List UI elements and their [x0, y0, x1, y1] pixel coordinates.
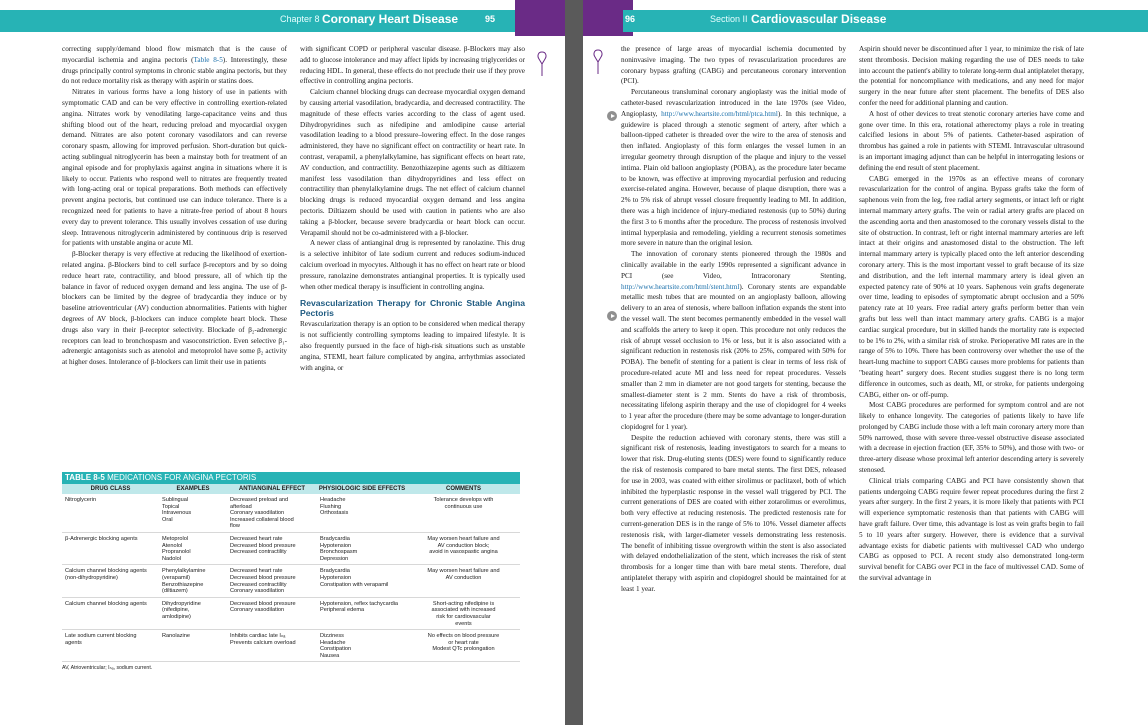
paragraph: Aspirin should never be discontinued after 1 year, to minimize the risk of late stent thrombosis. Decision making regarding the use of DES needs to take into account the patient's ability to tolerate long-term dual antiplatelet therapy, the potential for noncompliance with medications, and any need for major surgery in the near future after stent placement. The benefits of DES also confer the need for additional planning and caution.	[859, 45, 1084, 107]
table-header-row	[62, 484, 520, 494]
right-column-2	[859, 44, 1084, 584]
paragraph: Clinical trials comparing CABG and PCI have consistently shown that patients undergoing CABG require fewer repeat procedures during the first 2 years after surgery. In the first 2 years, it is more likely that patients with PCI will experience symptomatic restenosis than that patients with CABG will have graft failure. Over time, this advantage is lost as vein grafts begin to fail 5 to 10 years after surgery. However, there is evidence that a survival advantage exists for diabetic patients with multivessel CAD who undergo CABG as opposed to PCI. A recent study also demonstrated long-term survival benefit for CABG over PCI in the face of multivessel CAD. Some of the survival advantage in	[859, 476, 1084, 583]
paragraph: A host of other devices to treat stenotic coronary arteries have come and gone over time. In this era, rotational atherectomy plays a role in treating calcified lesions in about 5% of patients. Catheter-based aspiration of thrombus has gained a role in patients with STEMI. Intravascular ultrasound is an important imaging adjunct than can be helpful in interrogating lesions or defining the end result of stent placement.	[859, 109, 1084, 172]
table-cell-effect: Decreased preload and afterload Coronary vasodilation Increased collateral blood flow	[230, 497, 294, 530]
column-header: ANTIANGINAL EFFECT	[238, 486, 306, 492]
table-cell-drug-class: Nitroglycerin	[65, 497, 97, 503]
paragraph: Most CABG procedures are performed for symptom control and are not likely to enhance longevity. The categories of patients likely to have life prolonged by CABG include those with a left main coronary artery more than 50% narrowed, those with severe three-vessel obstructive disease associated with a decrease in ejection fraction (EF, 35% to 50%), and those with two- or three-artery disease whose proximal left anterior descending artery is severely stenosed.	[859, 401, 1084, 475]
section-title: Cardiovascular Disease	[751, 12, 887, 26]
paragraph: The innovation of coronary stents pioneered through the 1980s and clinically available in the early 1990s represented a significant advance in PCI (see Video, Intracoronary Stenting, http://www.heartsite.com/html/stent.html). Coronary stents are expandable metallic mesh tubes that are mounted on an angioplasty balloon, allowing delivery to an area of stenosis, where balloon inflation expands the stent into the vessel wall. The stent becomes permanently embedded in the vessel wall and scaffolds the artery to keep it open. This procedure not only reduces the risk of abrupt vessel occlusion to 1% or less, but it is also associated with a significant reduction in restenosis risk (20% to 25%, compared with 50% for POBA). The benefit of stenting for a patient is clear in terms of less risk of procedure-related acute MI and less need for repeat procedures. Vessels smaller than 2 mm in diameter are not good targets for stenting, because the smallest-diameter stent is 2 mm. Stents do have a risk of thrombosis, necessitating lifelong aspirin therapy and the use of clopidogrel for 4 weeks to 1 year after the procedure (there may be some advantage to longer-duration clopidogrel for 1 year).	[621, 250, 846, 431]
table-cell-comments: May worsen heart failure and AV conduction block; avoid in vasospastic angina	[427, 535, 500, 556]
chapter-title: Coronary Heart Disease	[322, 12, 459, 26]
column-header: PHYSIOLOGIC SIDE EFFECTS	[318, 486, 406, 492]
table-cell-effect: Decreased heart rate Decreased blood pressure Decreased contractility Coronary vasodilation	[230, 568, 296, 595]
paragraph: Despite the reduction achieved with coronary stents, there was still a significant risk of restenosis, leading investigators to search for a means to lower that risk. Drug-eluting stents (DES) were found to significantly reduce the risk of restenosis compared to bare metal stents. The first DES, released for use in 2003, was coated with either sirolimus or paclitaxel, both of which inhibited the hyperplastic response in the vessel wall triggered by PCI. The current generations of DES are coated with either zotarolimus or everolimus, both very effective at reducing restenosis. The predicted restenosis rate for current-generation DES is in the range of 5% to 10%. Vessel diameter affects restenosis risk, with larger-diameter vessels demonstrating less restenosis. The benefit of inhibiting tissue overgrowth within the stent is also associated with delayed endothelialization of the stent, which increases the risk of stent thrombosis for a longer time than with bare metal stents. Therefore, dual antiplatelet therapy with aspirin and clopidogrel should be maintained for at least 1 year.	[621, 433, 846, 593]
table-cell-drug-class: Late sodium current blocking agents	[65, 633, 137, 646]
table-cell-comments: May worsen heart failure and AV conduction	[427, 568, 500, 581]
left-column-2	[300, 44, 525, 373]
margin-bookmark-icon[interactable]	[591, 48, 605, 76]
table-cell-comments: Tolerance develops with continuous use	[433, 497, 494, 510]
chapter-label: Chapter 8	[280, 14, 320, 24]
column-header: DRUG CLASS	[90, 486, 131, 492]
video-link[interactable]: http://www.heartsite.com/html/ptca.html	[661, 109, 778, 118]
table-cell-effect: Decreased blood pressure Coronary vasodilation	[230, 600, 296, 614]
table-cell-drug-class: Calcium channel blocking agents	[65, 600, 147, 607]
paragraph: Revascularization therapy is an option to be considered when medical therapy is not sufficiently controlling symptoms leading to impaired lifestyle. It is also frequently pursued in the face of high-risk situations such as unstable angina, STEMI, heart failure complicated by angina, arrhythmias associated with angina, or	[300, 320, 525, 372]
book-spine	[565, 0, 583, 725]
table-cell-examples: Ranolazine	[162, 633, 190, 640]
paragraph: Percutaneous transluminal coronary angioplasty was the initial mode of catheter-based revascularization introduced in the late 1970s (see Video, Angioplasty, http://www.heartsite.com/html/ptca.html). In this technique, a guidewire is placed through a stenotic segment of artery, after which a balloon-tipped catheter is threaded over the wire to the area of stenosis and then inflated. Angioplasty of this form enlarges the vessel lumen in an irregular geometry through disruption of the plaque and injury to the vessel intima. Plain old balloon angioplasty (POBA), as the procedure later became to be known, was effective at improving myocardial perfusion and reducing exercise-related angina. However, because of plaque disruption, there was a 2% to 5% risk of abrupt vessel closure frequently leading to MI. In addition, there was a high incidence of injury-mediated restenosis (up to 50%) during the first 3 to 6 months after the procedure. The process of restenosis involved intimal hyperplasia and remodeling, yielding a recurrent stenosis sometimes more severe in nature than the original lesion.	[621, 88, 846, 248]
table-cell-side-effects: Headache Flushing Orthostasis	[320, 497, 349, 517]
paragraph: CABG emerged in the 1970s as an effective means of coronary revascularization for the control of angina. Bypass grafts take the form of saphenous vein from the leg, free radial artery segments, or intact left or right internal mammary artery grafts. The vein or radial artery grafts are placed on the ascending aorta and then anastomosed to the coronary vessels distal to the site of obstruction. In contrast, left or right internal mammary arteries are left intact at their origins and anastomosed distal to the obstruction. The left internal mammary artery is typically placed onto the left anterior descending coronary artery. This is the most important vessel to graft because of its size and distribution, and the left internal mammary artery is ideal given an expected patency rate of 90% at 10 years. Saphenous vein grafts degenerate over time, leading to episodes of symptomatic abrupt occlusion and a 50% patency rate at 10 years. Free radial artery grafts perform better than vein grafts but less well than intact mammary artery grafts. CABG is a major cardiac surgical procedure, but in skilled hands the mortality rate is expected to be 1% to 2%, with a similar risk of stroke. Perioperative MI rates are in the range of 5% to 10%. There has been controversy over whether the use of the heart-lung machine to support CABG causes more problems for patients than "beating heart" surgery does. Recent studies suggest there is no long term difference in outcomes, such as death, MI, or stroke, for patients undergoing CABG, either on- or off-pump.	[859, 174, 1084, 399]
paragraph: Calcium channel blocking drugs can decrease myocardial oxygen demand by causing arterial vasodilation, bradycardia, and decreased contractility. The magnitude of these effects varies according to the class of agent used. Dihydropyridines such as nifedipine and amlodipine cause arterial vasodilation leading to a blood pressure–lowering effect. In the dose ranges administered, they have no significant effect on contractility or heart rate. In contrast, verapamil, a phenylalkylamine, has significant effects on heart rate, AV conduction, and contractility. Benzothiazepine agents such as diltiazem manifest less vasodilation than dihydropyridines and less effect on contractility than phenylalkylamine drugs. The net effect of calcium channel blocking drugs is reduced myocardial oxygen demand and less angina pectoris. Diltiazem should be used with caution in patients who are also taking a β-blocker, because severe bradycardia or heart block can occur. Verapamil should not be co-administered with a β-blocker.	[300, 88, 525, 237]
table-cell-comments: No effects on blood pressure or heart rate Modest QTc prolongation	[427, 633, 500, 653]
left-page	[0, 0, 565, 725]
table-cell-comments: Short-acting nifedipine is associated with increased risk for cardiovascular events	[431, 600, 496, 627]
right-column-1	[621, 44, 846, 595]
table-cell-side-effects: Bradycardia Hypotension Constipation with verapamil	[320, 568, 389, 588]
video-play-icon[interactable]	[607, 111, 617, 121]
table-title: MEDICATIONS FOR ANGINA PECTORIS	[107, 473, 257, 482]
column-header: EXAMPLES	[176, 486, 210, 492]
paragraph: β-Blocker therapy is very effective at reducing the likelihood of exertion-related angina. β-Blockers bind to cell surface β-receptors and by so doing reduce heart rate, contractility, and blood pressure, all of which tip the balance in favor of reduced oxygen demand and less angina. The use of β-blockers can be limited by the degree of bradycardia they induce or by baseline atrioventricular (AV) conduction abnormalities. Patients with higher degrees of AV block, β-blockers can induce complete heart block. These drugs also vary in their β-receptor selectivity. Blockade of β₂-adrenergic receptors can lead to bronchospasm and vasoconstriction. Even selective β₁-adrenergic antagonists such as atenolol and metoprolol have some β₂ activity at higher doses. Intolerance of β-blockers can limit their use in patients	[62, 250, 287, 367]
table-cell-drug-class: Calcium channel blocking agents (non-dihydropyridine)	[65, 568, 147, 581]
table-row	[62, 533, 520, 565]
column-header: COMMENTS	[446, 486, 481, 492]
page-header-band	[0, 10, 515, 32]
table-cell-side-effects: Dizziness Headache Constipation Nausea	[320, 633, 352, 659]
medications-table	[62, 472, 520, 672]
table-body	[62, 494, 520, 662]
table-cell-examples: Phenylalkylamine (verapamil) Benzothiazepine (diltiazem)	[162, 568, 206, 595]
margin-bookmark-icon[interactable]	[535, 50, 549, 78]
paragraph: correcting supply/demand blood flow mismatch that is the cause of myocardial ischemia and angina pectoris (Table 8-5). Interestingly, these drugs principally control symptoms in chronic stable angina pectoris, but they do not reduce mortality risk as therapy with aspirin or statins does.	[62, 45, 288, 86]
table-cell-effect: Inhibits cardiac late Iₙₐ Prevents calcium overload	[230, 633, 296, 646]
table-row	[62, 630, 520, 662]
table-cell-examples: Dihydropyridine (nifedipine, amlodipine)	[162, 600, 201, 620]
header-accent-block	[515, 0, 565, 36]
paragraph: with significant COPD or peripheral vascular disease. β-Blockers may also add to glucose intolerance and may affect lipids by increasing triglycerides or reducing HDL. In general, these effects do not preclude their use if they prove effective in controlling angina pectoris.	[300, 45, 525, 86]
table-reference-link[interactable]: Table 8-5	[193, 55, 223, 64]
paragraph: Nitrates in various forms have a long history of use in patients with symptomatic CAD and can be very effective in controlling exertion-related angina. Nitrates work by venodilating large-capacitance veins and thus shifting blood out of the heart, reducing preload and myocardial oxygen demand. Nitrates are also potent coronary vasodilators and can reverse coronary spasm, allowing for improved perfusion. Short-duration but quick-acting sublingual nitroglycerin has been a mainstay both for treatment of an anginal episode and for prophylaxis against angina in situations where it is likely to occur. Patients who respond well to nitrates are frequently treated with long-acting oral or topical preparations. Both methods can effectively prevent angina pectoris, but continued use can induce tolerance. There is a recognized need for patients to have a nitrate-free period of about 8 hours every day to prevent tolerance. This usually involves cessation of use during sleep. Intravenous nitroglycerin administered by continuous drip is reserved for patients with unstable angina or acute MI.	[62, 88, 287, 248]
page-header-band	[623, 10, 1148, 32]
table-row	[62, 565, 520, 597]
section-label: Section II	[710, 14, 748, 24]
table-footnote: AV, Atrioventricular; Iₙₐ, sodium current.	[62, 665, 153, 672]
table-label: TABLE 8-5	[65, 473, 105, 482]
paragraph: the presence of large areas of myocardial ischemia documented by noninvasive imaging. The two types of revascularization procedures are coronary bypass grafting (CABG) and percutaneous coronary intervention (PCI).	[621, 45, 846, 86]
table-cell-side-effects: Hypotension, reflex tachycardia Peripheral edema	[320, 600, 399, 614]
table-row	[62, 494, 520, 533]
table-cell-examples: Sublingual Topical Intravenous Oral	[162, 497, 192, 523]
page-number: 95	[485, 14, 496, 24]
page-number: 96	[625, 14, 636, 24]
paragraph: A newer class of antianginal drug is represented by ranolazine. This drug is a selective inhibitor of late sodium current and reduces sodium-induced calcium overload in myocytes. Although it has no effect on heart rate or blood pressure, ranolazine demonstrates antianginal properties. It is typically used when other medical therapy is insufficient in controlling angina.	[300, 239, 525, 291]
table-cell-drug-class: β-Adrenergic blocking agents	[65, 535, 138, 542]
table-cell-effect: Decreased heart rate Decreased blood pressure Decreased contractility	[230, 535, 296, 556]
video-play-icon[interactable]	[607, 311, 617, 321]
right-page	[583, 0, 1148, 725]
video-link[interactable]: http://www.heartsite.com/html/stent.html	[621, 282, 740, 291]
table-cell-examples: Metoprolol Atenolol Propranolol Nadolol	[162, 535, 191, 562]
table-row	[62, 598, 520, 630]
table-cell-side-effects: Bradycardia Hypotension Bronchospasm Depression	[320, 535, 358, 562]
left-column-1	[62, 44, 287, 368]
section-heading: Revascularization Therapy for Chronic Stable Angina Pectoris	[300, 298, 525, 319]
table-caption	[62, 472, 520, 484]
